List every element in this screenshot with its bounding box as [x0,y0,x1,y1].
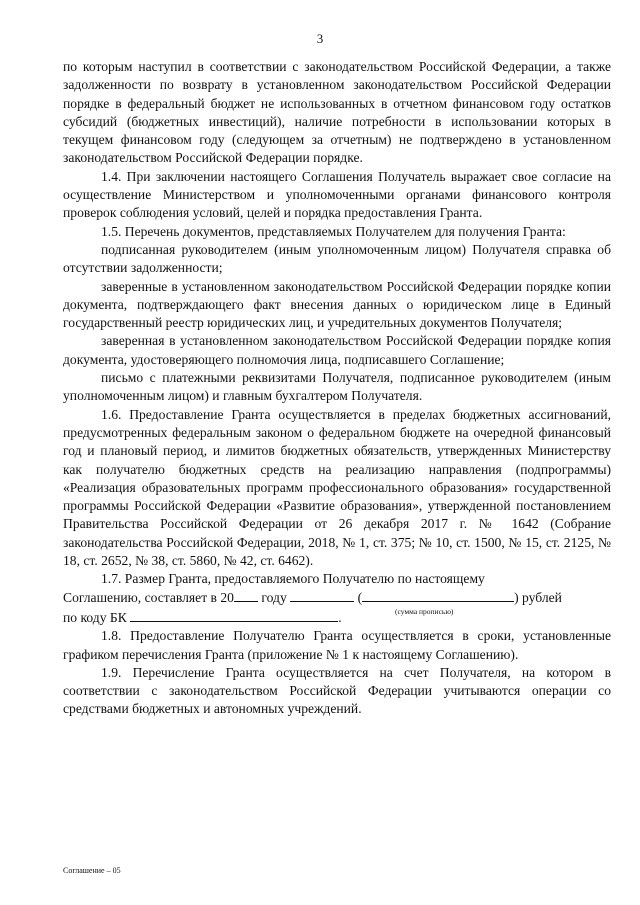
list-item-certificate: подписанная руководителем (иным уполномоченным лицом) Получателя справка об отсутствии задолженности; [63,241,611,276]
list-item-payment-letter: письмо с платежными реквизитами Получателя, подписанное руководителем (иным уполномоченным лицом) и главным бухгалтером Получателя. [63,370,611,404]
year-blank [234,589,258,602]
paragraph-1-7: 1.7. Размер Гранта, предоставляемого Получателю по настоящему [101,571,485,587]
document-body [63,58,611,719]
grant-amount-suffix: ) рублей [514,589,562,605]
paragraph-continuation: по которым наступил в соответствии с законодательством Российской Федерации, а также задолженности по возврату в установленном законодательством Российской Федерации порядке в федеральный бюджет не использованных в отчетном финансовом году остатков субсидий (бюджетных инвестиций), наличие потребности в использовании которых в текущем финансовом году (следующем за отчетным) не подтверждено в установленном законодательством Российской Федерации порядке. [63,59,611,166]
budget-code-label: по коду БК [63,609,127,625]
grant-amount-year: году [261,589,287,605]
grant-amount-prefix: Соглашению, составляет в 20 [63,589,234,605]
budget-code-row [63,606,611,627]
budget-code-end: . [338,609,342,625]
amount-digits-blank [290,589,354,602]
paragraph-1-6: 1.6. Предоставление Гранта осуществляется в пределах бюджетных ассигнований, предусмотренных федеральным законом о федеральном бюджете на очередной финансовый год и плановый период, и лимитов бюджетных обязательств, утвержденных Министерству как получателю бюджетных средств на реализацию направления (подпрограммы) «Реализация образовательных программ профессионального образования» государственной программы Российской Федерации «Развитие образования», утвержденной постановлением Правительства Российской Федерации от 26 декабря 2017 г. № 1642 (Собрание законодательства Российской Федерации, 2018, № 1, ст. 375; № 10, ст. 1500, № 15, ст. 2125, № 18, ст. 2652, № 38, ст. 5860, № 42, ст. 6462). [63,406,611,569]
amount-words-blank [362,589,514,602]
paragraph-1-4: 1.4. При заключении настоящего Соглашения Получатель выражает свое согласие на осуществление Министерством и уполномоченными органами финансового контроля проверок соблюдения условий, целей и порядка предоставления Гранта. [63,168,611,221]
paragraph-1-9: 1.9. Перечисление Гранта осуществляется на счет Получателя, на котором в соответствии с законодательством Российской Федерации учитываются операции со средствами бюджетных и автономных учреждений. [63,664,611,717]
footer-doc-code: Соглашение – 05 [63,866,121,875]
list-item-registry-copies: заверенные в установленном законодательством Российской Федерации порядке копии документа, подтверждающего факт внесения данных о юридическом лице в Единый государственный реестр юридических лиц, и учредительных документов Получателя; [63,278,611,331]
paragraph-1-8: 1.8. Предоставление Получателю Гранта осуществляется в сроки, установленные графиком перечисления Гранта (приложение № 1 к настоящему Соглашению). [63,628,611,662]
page-number: 3 [316,31,324,46]
open-paren: ( [357,589,363,605]
paragraph-1-5: 1.5. Перечень документов, представляемых Получателем для получения Гранта: [101,223,566,239]
list-item-authority-copy: заверенная в установленном законодательством Российской Федерации порядке копия документа, удостоверяющего полномочия лица, подписавшего Соглашение; [63,333,611,367]
budget-code-blank [130,609,338,622]
amount-words-caption: (сумма прописью) [395,606,454,616]
grant-amount-row [63,589,611,616]
